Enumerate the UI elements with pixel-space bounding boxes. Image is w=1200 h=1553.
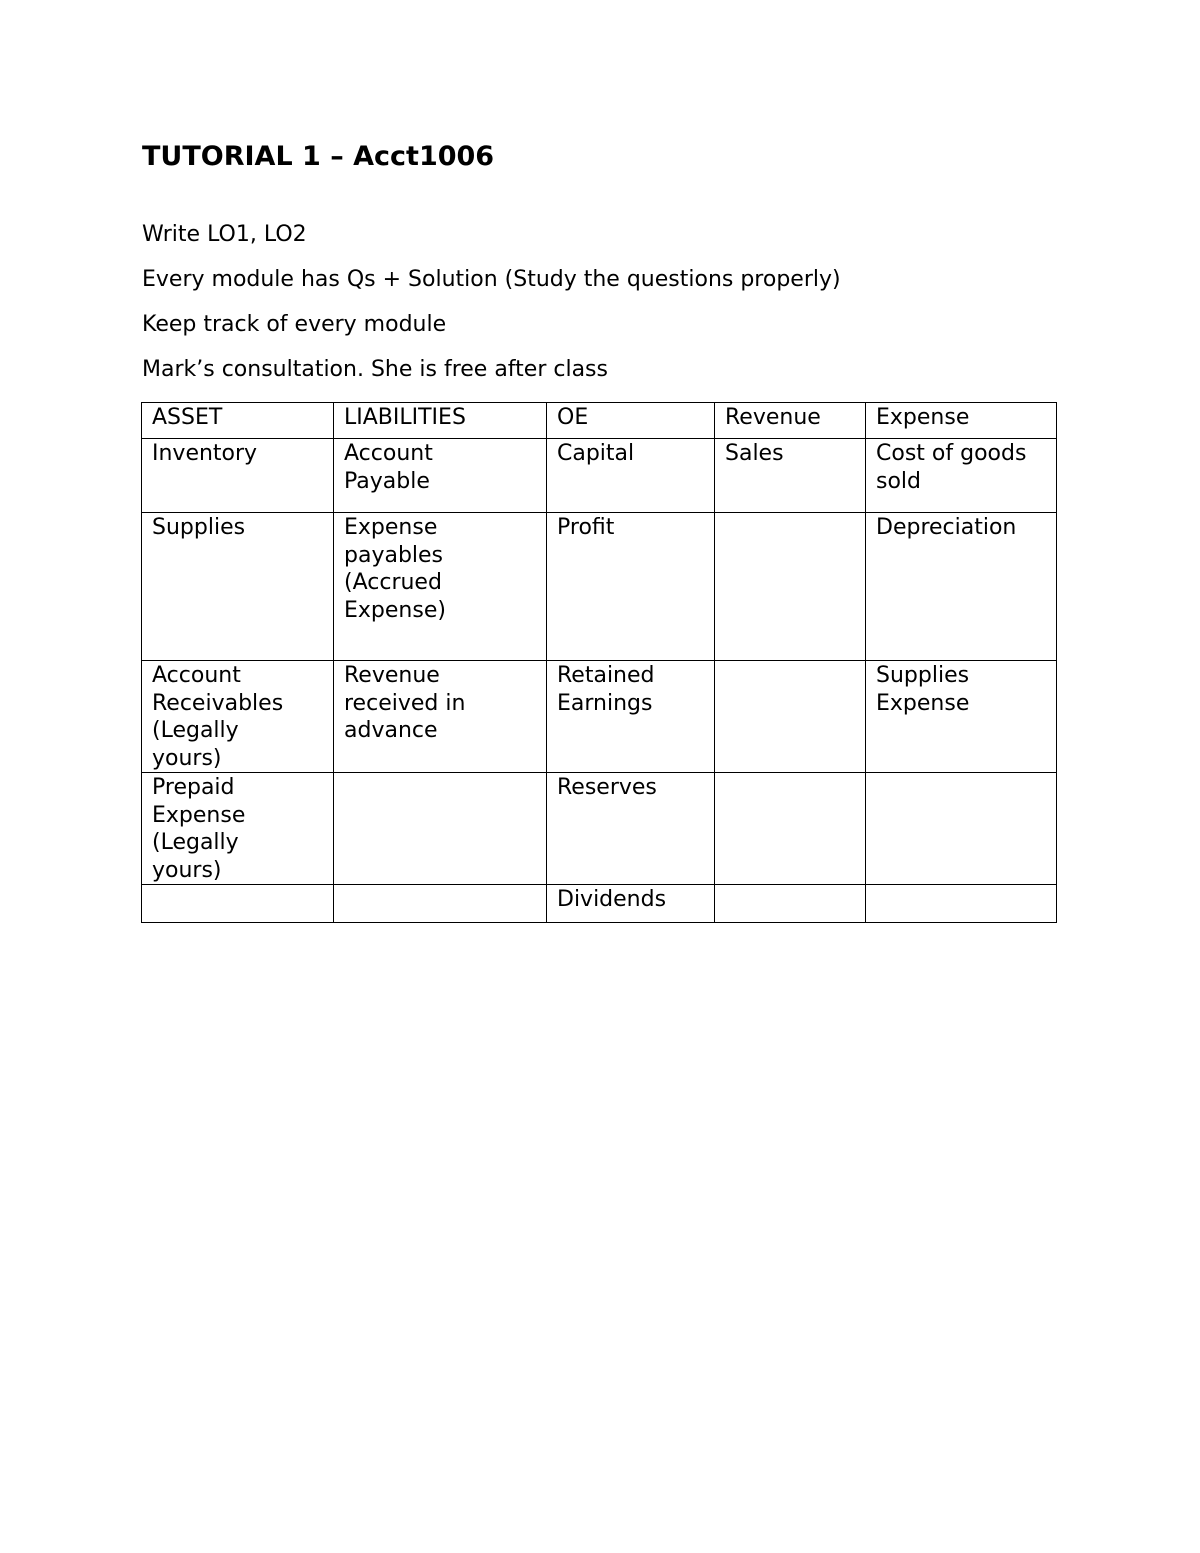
- table-header-row: [142, 403, 1057, 439]
- paragraph-module-questions: Every module has Qs + Solution (Study the questions properly): [142, 267, 841, 292]
- table-cell: [334, 773, 547, 885]
- table-cell: Dividends: [547, 885, 715, 923]
- table-cell: Account Payable: [334, 439, 547, 513]
- header-cell-liabilities: LIABILITIES: [334, 403, 547, 439]
- table-cell: Revenue received in advance: [334, 661, 547, 773]
- table-row: [142, 885, 1057, 923]
- table-cell: [142, 885, 334, 923]
- table-cell: Supplies Expense: [866, 661, 1057, 773]
- table-cell: Depreciation: [866, 513, 1057, 661]
- table-cell: Profit: [547, 513, 715, 661]
- table-cell: [334, 885, 547, 923]
- table-cell: Cost of goods sold: [866, 439, 1057, 513]
- header-cell-expense: Expense: [866, 403, 1057, 439]
- table-cell: [715, 661, 866, 773]
- accounts-classification-table: [141, 402, 1057, 923]
- table-row: [142, 513, 1057, 661]
- table-cell: Retained Earnings: [547, 661, 715, 773]
- header-cell-asset: ASSET: [142, 403, 334, 439]
- header-cell-revenue: Revenue: [715, 403, 866, 439]
- table-row: [142, 661, 1057, 773]
- table-cell: [715, 513, 866, 661]
- header-cell-oe: OE: [547, 403, 715, 439]
- document-title: TUTORIAL 1 – Acct1006: [142, 141, 495, 172]
- table-cell: Reserves: [547, 773, 715, 885]
- table-cell: [866, 773, 1057, 885]
- paragraph-keep-track: Keep track of every module: [142, 312, 447, 337]
- table-cell: Inventory: [142, 439, 334, 513]
- table-row: [142, 773, 1057, 885]
- table-cell: [715, 773, 866, 885]
- paragraph-consultation: Mark’s consultation. She is free after class: [142, 357, 608, 382]
- table-cell: [866, 885, 1057, 923]
- table-cell: Expense payables (Accrued Expense): [334, 513, 547, 661]
- table-cell: Supplies: [142, 513, 334, 661]
- table-cell: Capital: [547, 439, 715, 513]
- table-cell: Prepaid Expense (Legally yours): [142, 773, 334, 885]
- table-cell: Account Receivables (Legally yours): [142, 661, 334, 773]
- table-row: [142, 439, 1057, 513]
- table-cell: [715, 885, 866, 923]
- paragraph-learning-outcomes: Write LO1, LO2: [142, 222, 307, 247]
- table-cell: Sales: [715, 439, 866, 513]
